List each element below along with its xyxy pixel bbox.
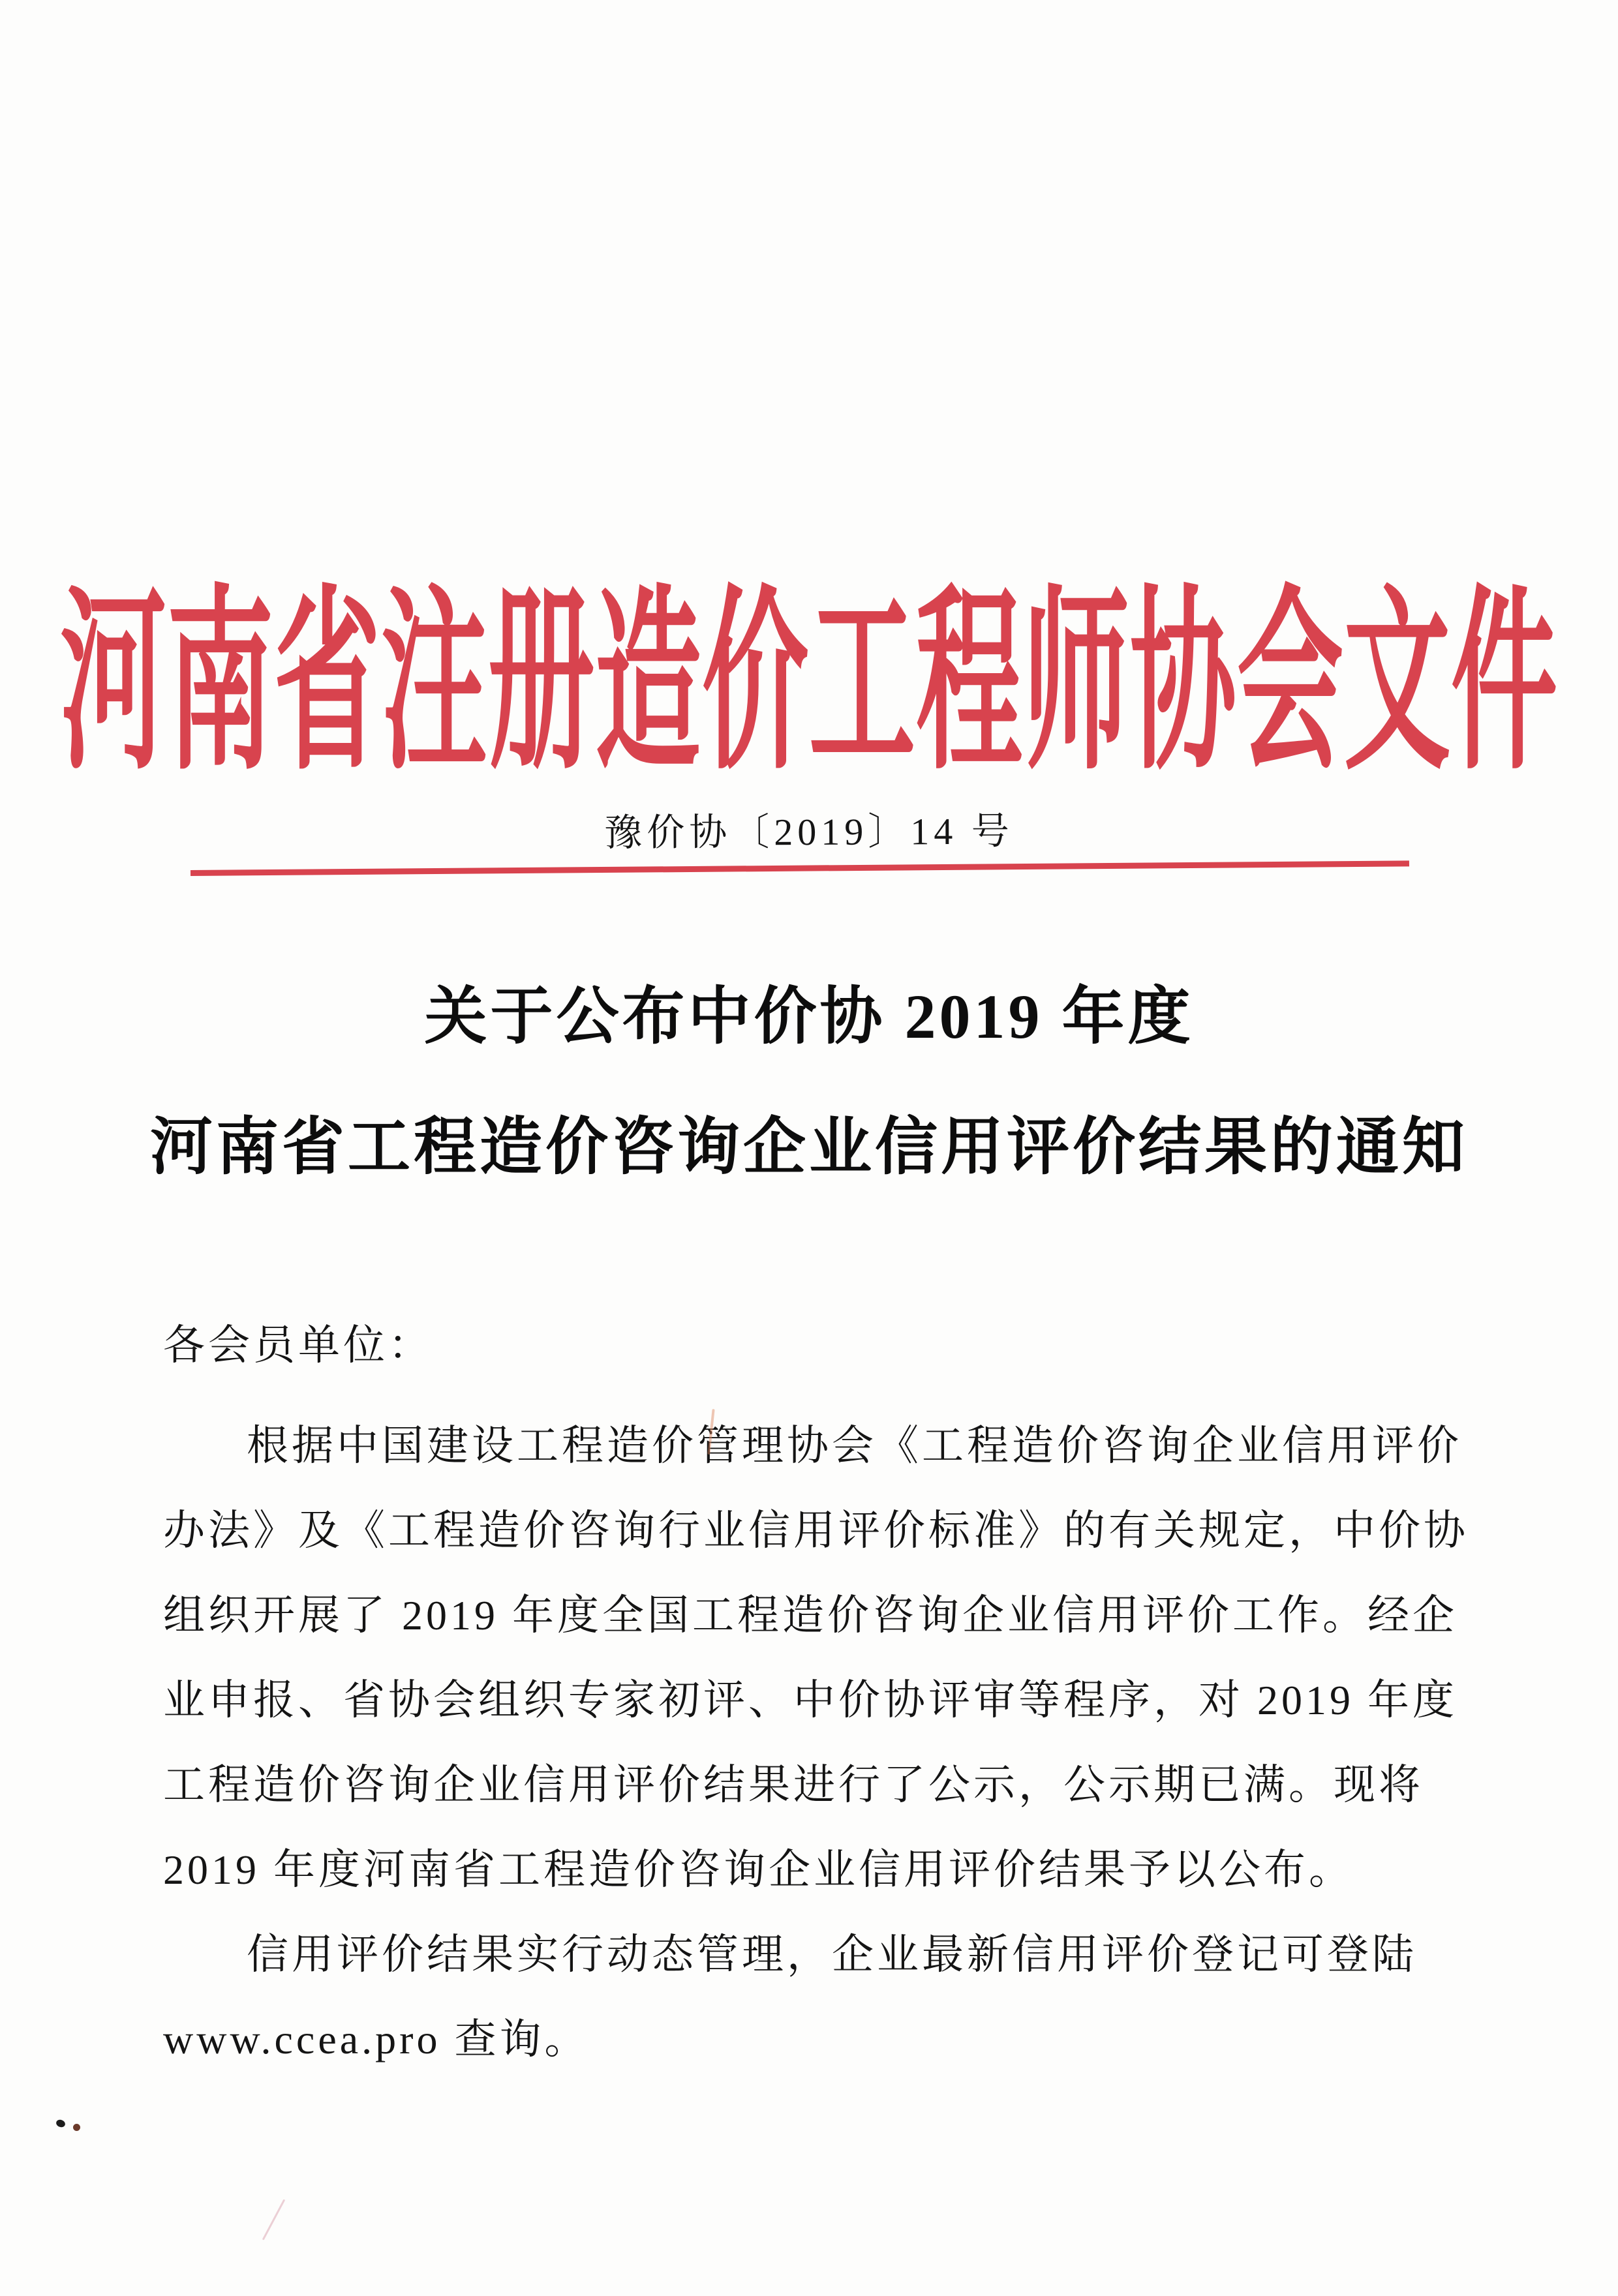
- scan-speck: [55, 2119, 67, 2128]
- doc-body: [163, 1303, 1469, 2082]
- body-text-line: 办法》及《工程造价咨询行业信用评价标准》的有关规定，中价协: [163, 1507, 1469, 1554]
- salutation-line: 各会员单位：: [163, 1322, 433, 1368]
- doc-title-line-2: 河南省工程造价咨询企业信用评价结果的通知: [150, 1112, 1468, 1182]
- doc-number: 豫价协〔2019〕14 号: [604, 809, 1014, 854]
- letterhead-org-title: 河南省注册造价工程师协会文件: [59, 576, 1558, 794]
- scan-scratch: [262, 2199, 286, 2240]
- body-text-line: 工程造价咨询企业信用评价结果进行了公示，公示期已满。现将: [163, 1762, 1424, 1808]
- body-text-line: 组织开展了 2019 年度全国工程造价咨询企业信用评价工作。经企: [163, 1592, 1458, 1639]
- scan-speck: [73, 2124, 80, 2131]
- body-text-line: 根据中国建设工程造价管理协会《工程造价咨询企业信用评价: [247, 1423, 1462, 1469]
- body-text-line: 信用评价结果实行动态管理，企业最新信用评价登记可登陆: [247, 1931, 1417, 1978]
- body-text-line: 2019 年度河南省工程造价咨询企业信用评价结果予以公布。: [163, 1847, 1354, 1893]
- body-text-line: 业申报、省协会组织专家初评、中价协评审等程序，对 2019 年度: [163, 1677, 1458, 1723]
- red-divider-rule: [191, 860, 1409, 876]
- doc-title-line-1: 关于公布中价协 2019 年度: [424, 982, 1194, 1051]
- body-text-line-url: www.ccea.pro 查询。: [163, 2016, 590, 2062]
